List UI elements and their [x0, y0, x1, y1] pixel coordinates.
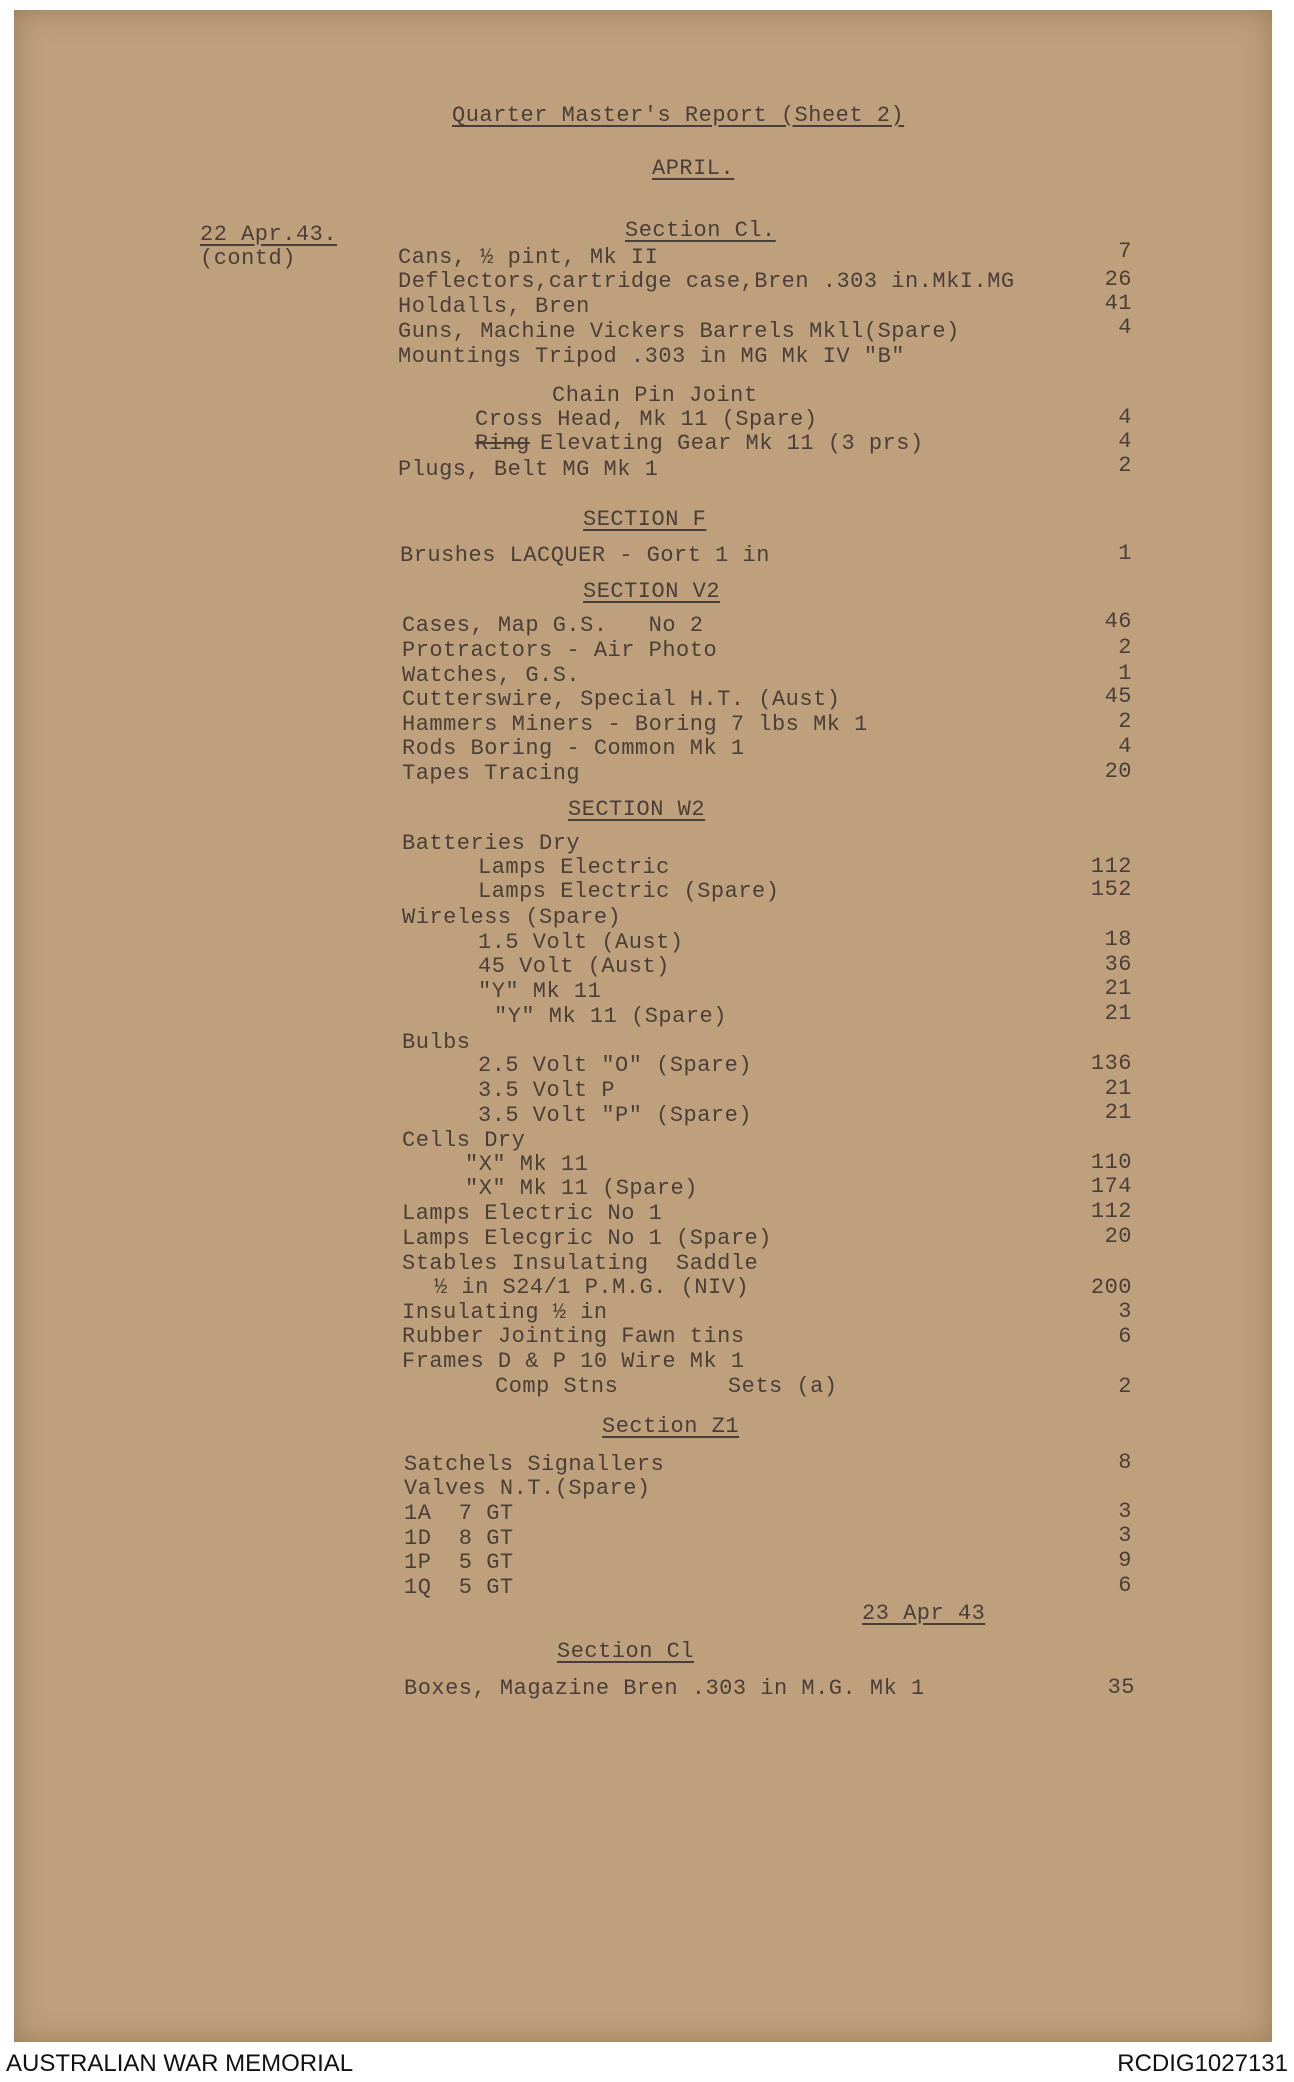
item-qty: 2 — [1118, 1374, 1132, 1399]
item-name: "X" Mk 11 — [465, 1152, 589, 1177]
item-qty: 36 — [1104, 952, 1132, 977]
item-name: Cases, Map G.S. No 2 — [402, 613, 704, 638]
item-name: Lamps Elecgric No 1 (Spare) — [402, 1226, 772, 1251]
item-qty: 7 — [1118, 239, 1132, 264]
item-qty: 3 — [1118, 1499, 1132, 1524]
item-name: 3.5 Volt P — [478, 1078, 616, 1103]
item-qty: 1 — [1118, 541, 1132, 566]
item-name: Mountings Tripod .303 in MG Mk IV "B" — [398, 344, 905, 369]
item-name: "Y" Mk 11 — [478, 979, 602, 1004]
item-qty: 152 — [1090, 877, 1132, 902]
item-qty: 136 — [1090, 1051, 1132, 1076]
item-name: Wireless (Spare) — [402, 905, 622, 930]
item-qty: 2 — [1118, 709, 1132, 734]
month-heading: APRIL. — [652, 156, 735, 181]
item-qty: 46 — [1104, 609, 1132, 634]
item-name: Stables Insulating Saddle — [402, 1251, 759, 1276]
item-qty: 6 — [1118, 1324, 1132, 1349]
item-name: Watches, G.S. — [402, 663, 581, 688]
struck-word: Ring — [475, 431, 530, 456]
item-qty: 4 — [1118, 315, 1132, 340]
item-qty: 21 — [1104, 976, 1132, 1001]
item-name: Elevating Gear Mk 11 (3 prs) — [540, 431, 924, 456]
section-heading-v2: SECTION V2 — [583, 579, 721, 604]
item-name: Cans, ½ pint, Mk II — [398, 245, 659, 270]
item-qty: 21 — [1104, 1100, 1132, 1125]
item-name: Tapes Tracing — [402, 761, 581, 786]
report-title: Quarter Master's Report (Sheet 2) — [452, 103, 905, 128]
item-qty: 1 — [1118, 661, 1132, 686]
item-name: Batteries Dry — [402, 831, 581, 856]
item-name: Insulating ½ in — [402, 1300, 608, 1325]
item-qty: 2 — [1118, 635, 1132, 660]
item-qty: 41 — [1104, 291, 1132, 316]
item-name: Plugs, Belt MG Mk 1 — [398, 457, 659, 482]
item-qty: 35 — [1107, 1675, 1135, 1700]
item-name: Satchels Signallers — [404, 1452, 665, 1477]
item-name: Cells Dry — [402, 1128, 526, 1153]
item-qty: 200 — [1090, 1275, 1132, 1300]
item-qty: 4 — [1118, 405, 1132, 430]
section-heading-c1: Section Cl — [557, 1639, 695, 1664]
item-name: 1.5 Volt (Aust) — [478, 930, 684, 955]
item-name: 1P 5 GT — [404, 1550, 514, 1575]
section-heading-c1: Section Cl. — [625, 218, 776, 243]
item-name: Brushes LACQUER - Gort 1 in — [400, 543, 770, 568]
item-name: Holdalls, Bren — [398, 294, 590, 319]
item-qty: 20 — [1104, 1224, 1132, 1249]
item-name: Rods Boring - Common Mk 1 — [402, 736, 745, 761]
entry-date: 23 Apr 43 — [862, 1601, 986, 1626]
item-qty: 26 — [1104, 267, 1132, 292]
item-name: Lamps Electric No 1 — [402, 1201, 663, 1226]
item-qty: 3 — [1118, 1523, 1132, 1548]
item-name: Bulbs — [402, 1030, 471, 1055]
item-qty: 21 — [1104, 1076, 1132, 1101]
item-name: Protractors - Air Photo — [402, 638, 718, 663]
item-qty: 2 — [1118, 453, 1132, 478]
item-qty: 174 — [1090, 1174, 1132, 1199]
item-name: 1D 8 GT — [404, 1526, 514, 1551]
item-qty: 8 — [1118, 1450, 1132, 1475]
item-qty: 112 — [1090, 1199, 1132, 1224]
item-name: Rubber Jointing Fawn tins — [402, 1324, 745, 1349]
item-qty: 45 — [1104, 684, 1132, 709]
item-qty: 4 — [1118, 429, 1132, 454]
entry-date: 22 Apr.43. — [200, 222, 338, 247]
item-name: Frames D & P 10 Wire Mk 1 — [402, 1349, 745, 1374]
item-qty: 9 — [1118, 1548, 1132, 1573]
item-name: Cross Head, Mk 11 (Spare) — [475, 407, 818, 432]
item-name: "Y" Mk 11 (Spare) — [494, 1004, 727, 1029]
archive-credit: AUSTRALIAN WAR MEMORIAL — [6, 2050, 354, 2077]
item-name: Boxes, Magazine Bren .303 in M.G. Mk 1 — [404, 1676, 925, 1701]
item-name: Lamps Electric — [478, 855, 670, 880]
item-qty: 110 — [1090, 1150, 1132, 1175]
item-name: Hammers Miners - Boring 7 lbs Mk 1 — [402, 712, 868, 737]
item-qty: 21 — [1104, 1001, 1132, 1026]
item-name: 3.5 Volt "P" (Spare) — [478, 1103, 753, 1128]
item-name: Cutterswire, Special H.T. (Aust) — [402, 687, 841, 712]
item-name: Deflectors,cartridge case,Bren .303 in.MkI.MG — [398, 269, 1015, 294]
item-name: Lamps Electric (Spare) — [478, 879, 780, 904]
item-name: ½ in S24/1 P.M.G. (NIV) — [434, 1275, 750, 1300]
item-name: 1A 7 GT — [404, 1501, 514, 1526]
item-name: 1Q 5 GT — [404, 1575, 514, 1600]
item-qty: 18 — [1104, 927, 1132, 952]
item-name: Guns, Machine Vickers Barrels Mkll(Spare) — [398, 319, 960, 344]
item-name: Chain Pin Joint — [552, 383, 758, 408]
entry-date-note: (contd) — [200, 246, 296, 271]
item-qty: 20 — [1104, 759, 1132, 784]
item-qty: 4 — [1118, 734, 1132, 759]
item-qty: 3 — [1118, 1299, 1132, 1324]
section-heading-z1: Section Z1 — [602, 1414, 740, 1439]
item-name: 45 Volt (Aust) — [478, 954, 670, 979]
item-name: Comp Stns Sets (a) — [495, 1374, 838, 1399]
archive-reference: RCDIG1027131 — [1117, 2050, 1288, 2077]
section-heading-f: SECTION F — [583, 507, 707, 532]
section-heading-w2: SECTION W2 — [568, 797, 706, 822]
item-name: 2.5 Volt "O" (Spare) — [478, 1053, 753, 1078]
item-qty: 6 — [1118, 1573, 1132, 1598]
item-qty: 112 — [1090, 854, 1132, 879]
item-name: Valves N.T.(Spare) — [404, 1476, 651, 1501]
item-name: "X" Mk 11 (Spare) — [465, 1176, 698, 1201]
